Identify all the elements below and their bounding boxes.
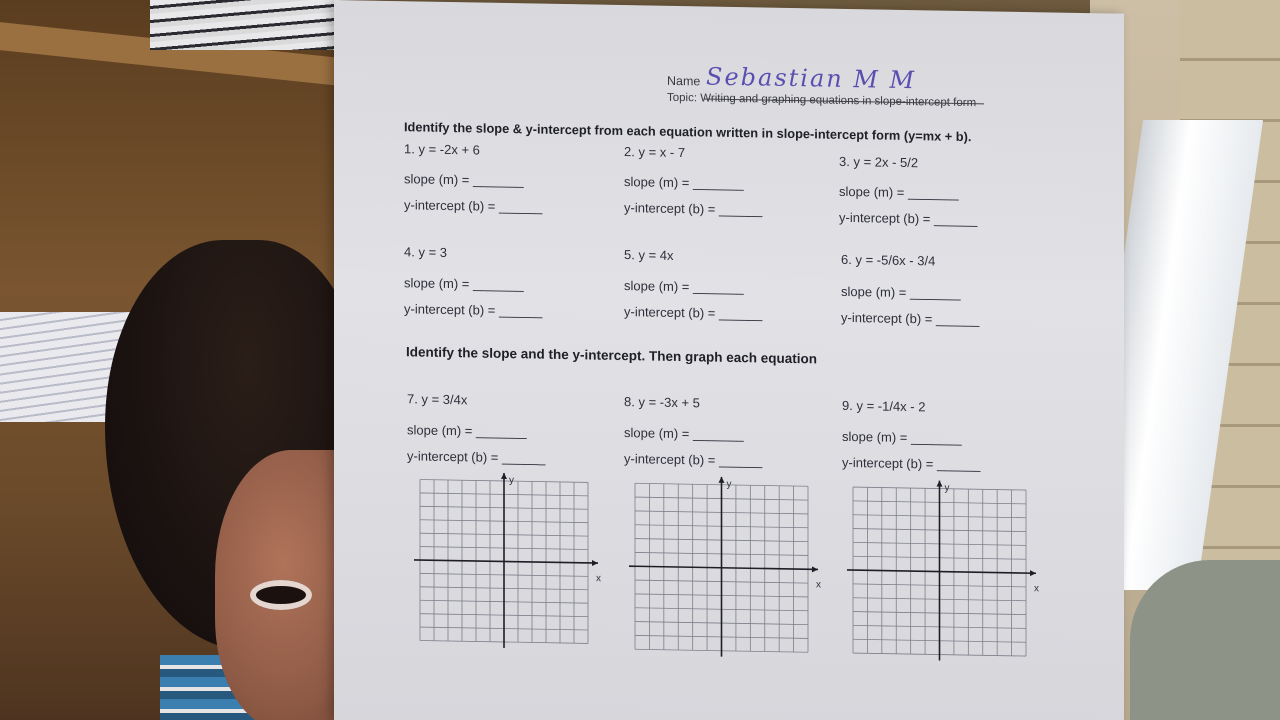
- problem-9-yint: y-intercept (b) = ______: [842, 454, 981, 473]
- problem-9-equation: 9. y = -1/4x - 2: [842, 397, 926, 415]
- graph-7: [414, 471, 604, 649]
- x-axis: [414, 560, 598, 563]
- problem-4-slope: slope (m) = _______: [404, 275, 524, 293]
- y-axis-label: y: [509, 475, 514, 487]
- problem-7-slope: slope (m) = _______: [407, 422, 527, 440]
- student-name: Sebastian M M: [706, 62, 917, 95]
- x-axis: [847, 570, 1036, 573]
- graph-8: [629, 475, 824, 658]
- x-axis-label: x: [1034, 583, 1039, 595]
- problem-2-slope: slope (m) = _______: [624, 174, 744, 192]
- worksheet-paper: [334, 0, 1124, 720]
- problem-5-yint: y-intercept (b) = ______: [624, 304, 763, 322]
- person-eye: [250, 580, 312, 610]
- person-shirt: [1130, 560, 1280, 720]
- y-axis-arrow: [937, 481, 943, 487]
- problem-3-slope: slope (m) = _______: [839, 183, 959, 201]
- problem-7-equation: 7. y = 3/4x: [407, 391, 468, 408]
- y-axis-arrow: [501, 473, 507, 479]
- x-axis: [629, 566, 818, 569]
- problem-3-equation: 3. y = 2x - 5/2: [839, 153, 919, 171]
- problem-8-equation: 8. y = -3x + 5: [624, 394, 700, 411]
- problem-4-yint: y-intercept (b) = ______: [404, 301, 543, 319]
- topic-line: Topic: Writing and graphing equations in slope-intercept form: [667, 91, 977, 110]
- problem-7-yint: y-intercept (b) = ______: [407, 448, 546, 466]
- section2-instructions: Identify the slope and the y-intercept. Then graph each equation: [406, 344, 818, 367]
- name-label: Name: [667, 73, 701, 89]
- problem-1-yint: y-intercept (b) = ______: [404, 197, 543, 215]
- y-axis-arrow: [719, 477, 725, 483]
- problem-6-slope: slope (m) = _______: [841, 283, 961, 301]
- y-axis-label: y: [726, 478, 732, 490]
- y-axis-label: y: [944, 482, 950, 494]
- problem-5-equation: 5. y = 4x: [624, 247, 674, 263]
- problem-8-yint: y-intercept (b) = ______: [624, 451, 763, 469]
- problem-2-yint: y-intercept (b) = ______: [624, 200, 763, 218]
- problem-4-equation: 4. y = 3: [404, 244, 447, 260]
- x-axis-arrow: [812, 566, 818, 572]
- problem-9-slope: slope (m) = _______: [842, 428, 962, 446]
- graph-9: [847, 479, 1042, 662]
- x-axis-arrow: [1030, 570, 1036, 576]
- problem-2-equation: 2. y = x - 7: [624, 144, 686, 161]
- problem-8-slope: slope (m) = _______: [624, 425, 744, 443]
- problem-6-yint: y-intercept (b) = ______: [841, 309, 980, 328]
- x-axis-label: x: [816, 579, 821, 591]
- x-axis-label: x: [596, 573, 601, 585]
- x-axis-arrow: [592, 560, 598, 566]
- books-top: [150, 0, 340, 50]
- problem-6-equation: 6. y = -5/6x - 3/4: [841, 251, 936, 269]
- problem-1-equation: 1. y = -2x + 6: [404, 141, 480, 158]
- problem-5-slope: slope (m) = _______: [624, 278, 744, 296]
- section1-instructions: Identify the slope & y-intercept from each equation written in slope-intercept form (y=mx + b).: [404, 119, 972, 145]
- problem-3-yint: y-intercept (b) = ______: [839, 209, 978, 228]
- problem-1-slope: slope (m) = _______: [404, 171, 524, 189]
